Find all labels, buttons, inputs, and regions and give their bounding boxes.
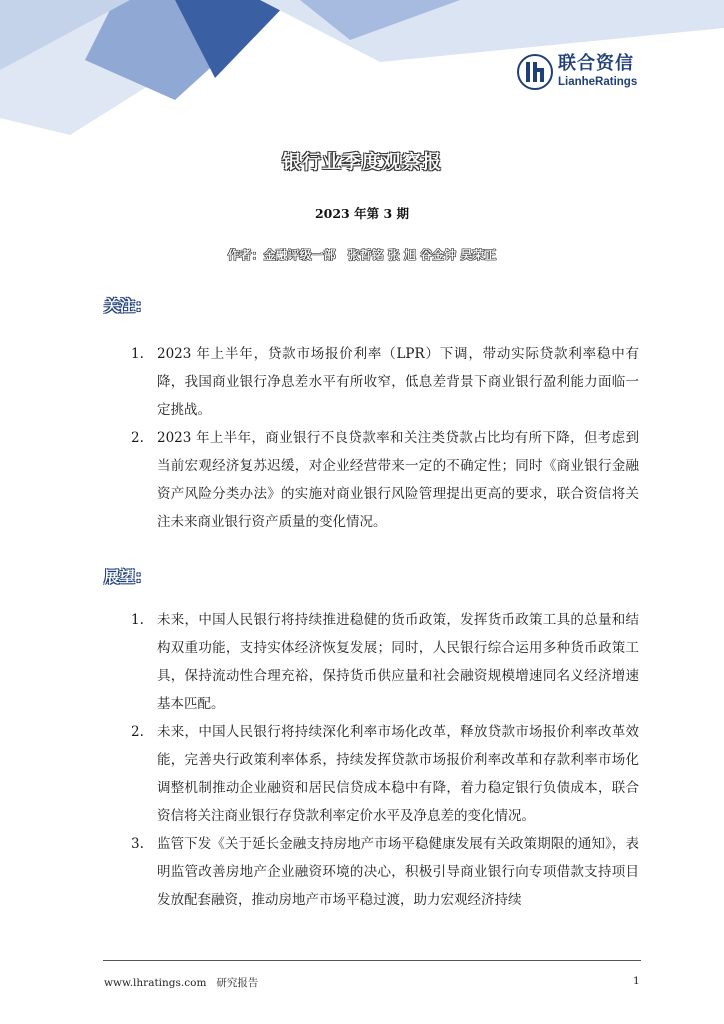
list-item — [0, 340, 639, 424]
item-text: 2023 年上半年，贷款市场报价利率（LPR）下调，带动实际贷款利率稳中有降，我国商业银行净息差水平有所收窄，低息差背景下商业银行盈利能力面临一定挑战。 — [157, 346, 639, 418]
item-text: 未来，中国人民银行将持续推进稳健的货币政策，发挥货币政策工具的总量和结构双重功能，支持实体经济恢复发展；同时，人民银行综合运用多种货币政策工具，保持流动性合理充裕，保持货币供应量和社会融资规模增速同名义经济增速基本匹配。 — [157, 612, 639, 712]
brand-name-en: LianheRatings — [558, 76, 638, 89]
list-item — [0, 424, 639, 536]
item-number: 2. — [131, 430, 144, 446]
outlook-list — [0, 606, 639, 914]
item-text: 2023 年上半年，商业银行不良贷款率和关注类贷款占比均有所下降，但考虑到当前宏观经济复苏迟缓，对企业经营带来一定的不确定性；同时《商业银行金融资产风险分类办法》的实施对商业银行风险管理提出更高的要求，联合资信将关注未来商业银行资产质量的变化情况。 — [157, 430, 639, 530]
brand-logo — [517, 54, 637, 90]
item-number: 3. — [131, 836, 144, 852]
report-title: 银行业季度观察报 — [281, 151, 442, 173]
footer-website-link[interactable]: www.lhratings.com — [104, 977, 207, 989]
footer-divider — [103, 960, 641, 961]
lianhe-logo-icon — [517, 54, 553, 90]
list-item — [0, 830, 639, 914]
focus-list — [0, 340, 639, 536]
page-number: 1 — [633, 975, 640, 987]
item-number: 2. — [131, 724, 144, 740]
item-number: 1. — [131, 346, 144, 362]
item-text: 监管下发《关于延长金融支持房地产市场平稳健康发展有关政策期限的通知》，表明监管改善房地产企业融资环境的决心，积极引导商业银行向专项借款支持项目发放配套融资，推动房地产市场平稳过渡，助力宏观经济持续 — [157, 836, 639, 908]
section-heading-focus: 关注： — [104, 297, 151, 315]
list-item — [0, 606, 639, 718]
section-heading-outlook: 展望： — [104, 568, 151, 586]
list-item — [0, 718, 639, 830]
issue-number: 2023 年第 3 期 — [314, 206, 410, 221]
item-number: 1. — [131, 612, 144, 628]
footer-source — [104, 975, 258, 990]
brand-name-cn: 联合资信 — [558, 53, 634, 75]
item-text: 未来，中国人民银行将持续深化利率市场化改革，释放贷款市场报价利率改革效能，完善央行政策利率体系，持续发挥贷款市场报价利率改革和存款利率市场化调整机制推动企业融资和居民信贷成本稳中有降，着力稳定银行负债成本，联合资信将关注商业银行存贷款利率定价水平及净息差的变化情况。 — [157, 724, 639, 824]
footer-label: 研究报告 — [216, 977, 259, 989]
author-line: 作者：金融评级一部 张哲铭 张 旭 谷金钟 吴荣正 — [227, 248, 497, 262]
